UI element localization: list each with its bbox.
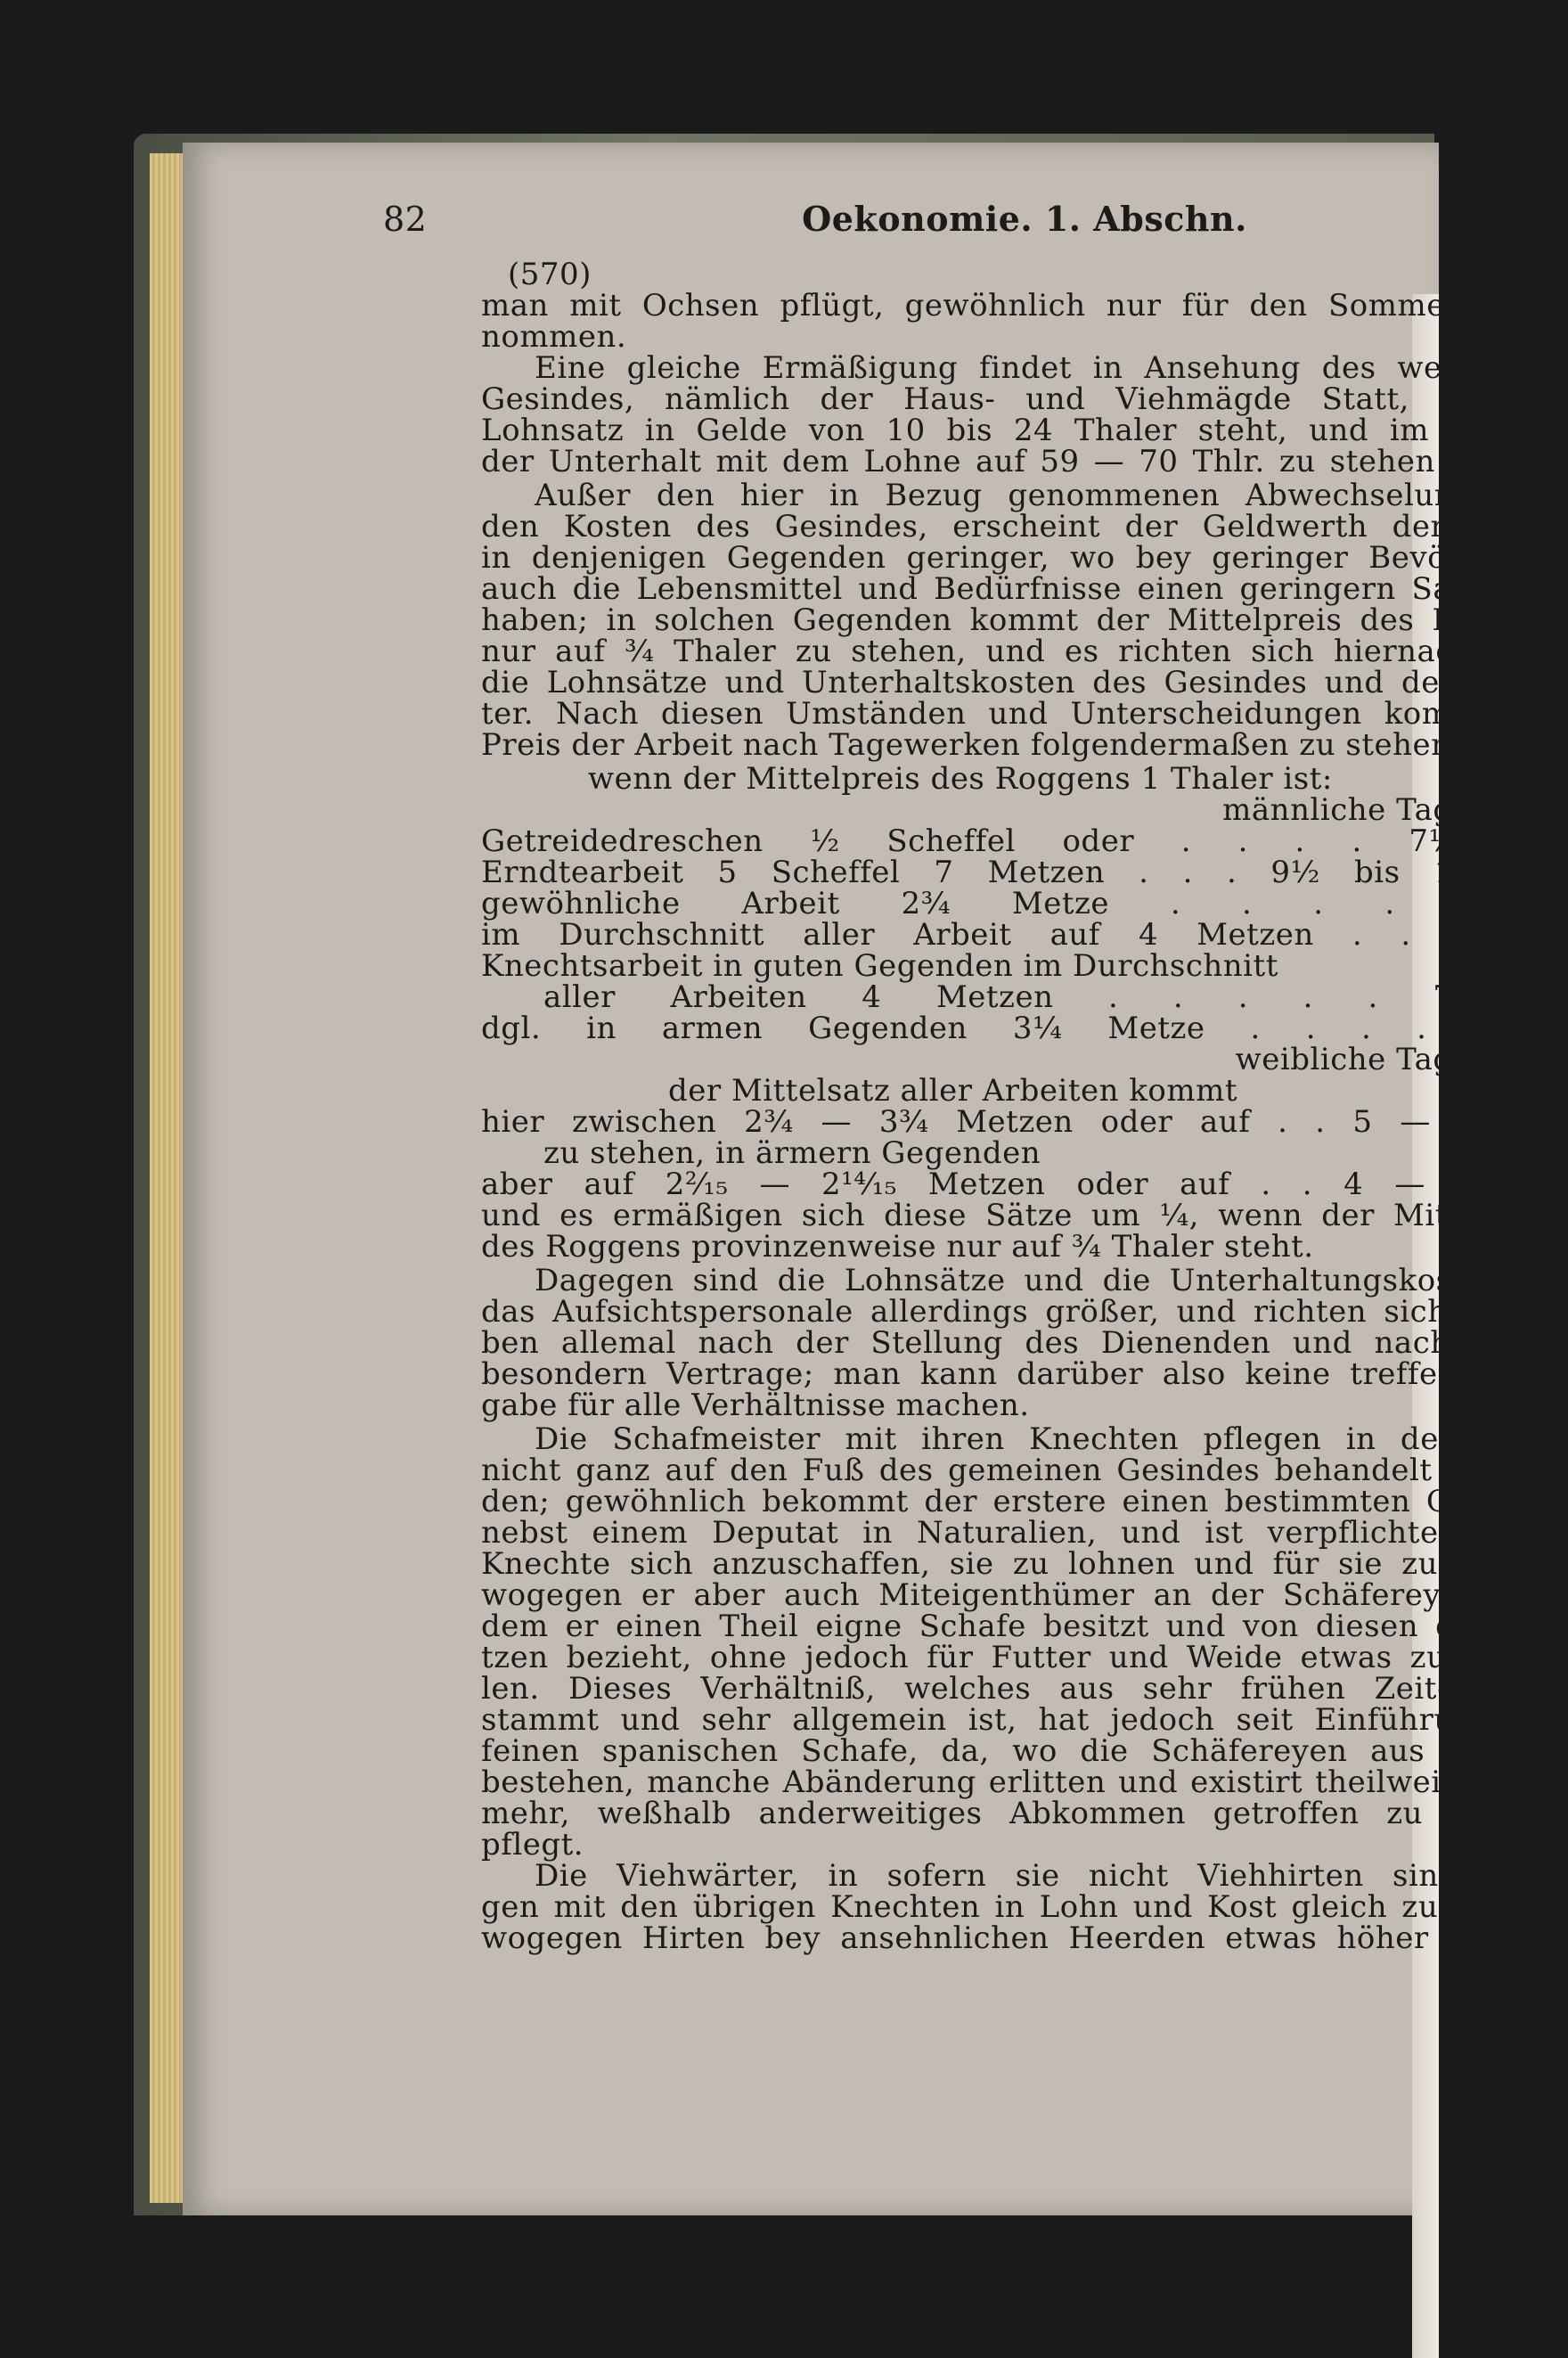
text-line: bestehen, manche Abänderung erlitten und existirt theilweise nicht [481,1764,1568,1800]
table-row: aller Arbeiten 4 Metzen . . . . . 7½ — [543,979,1568,1015]
text-line: len. Dieses Verhältniß, welches aus sehr frühen Zeiten her- [481,1671,1568,1707]
text-line: in denjenigen Gegenden geringer, wo bey geringer Bevölkerung [481,540,1568,576]
table-row: Knechtsarbeit in guten Gegenden im Durchschnitt [481,948,1278,984]
table-row: Erndtearbeit 5 Scheffel 7 Metzen . . . 9½ bis 13½ — [481,855,1568,890]
text-line: nebst einem Deputat in Naturalien, und ist verpflichtet, seine [481,1515,1568,1551]
text-line: Die Schafmeister mit ihren Knechten pflegen in der Regel [535,1421,1568,1457]
page-edges [150,153,185,2203]
text-line: Außer den hier in Bezug genommenen Abwechselungen in [535,478,1568,513]
text-line: feinen spanischen Schafe, da, wo die Schäfereyen aus solchen [481,1733,1568,1769]
text-line: Lohnsatz in Gelde von 10 bis 24 Thaler steht, und im Ganzen [481,413,1568,448]
text-line: ter. Nach diesen Umständen und Unterscheidungen kommt der [481,696,1568,732]
text-line: nur auf ¾ Thaler zu stehen, und es richten sich hiernach auch [481,634,1568,669]
text-line: Gesindes, nämlich der Haus- und Viehmägde Statt, wo der [481,381,1568,417]
table-row: der Mittelsatz aller Arbeiten kommt [668,1073,1238,1109]
table-heading-female: weibliche Tagewerke [1235,1042,1568,1077]
text-line: man mit Ochsen pflügt, gewöhnlich nur für den Sommer ange- [481,288,1568,323]
text-line: wenn der Mittelpreis des Roggens 1 Thaler ist: [588,761,1333,797]
page-number: 82 [383,200,428,239]
text-line: den Kosten des Gesindes, erscheint der Geldwerth der Arbeit [481,509,1568,544]
marginal-number: (570) [508,257,592,292]
text-line: die Lohnsätze und Unterhaltskosten des Gesindes und der Arbei- [481,665,1568,700]
text-line: Dagegen sind die Lohnsätze und die Unterhaltungskosten für [535,1263,1568,1298]
text-block [383,143,1568,2192]
text-line: haben; in solchen Gegenden kommt der Mittelpreis des Roggens [481,602,1568,638]
table-row: im Durchschnitt aller Arbeit auf 4 Metzen . . 7½ — [481,917,1568,953]
text-line: nicht ganz auf den Fuß des gemeinen Gesindes behandelt zu wer- [481,1453,1568,1488]
text-line: mehr, weßhalb anderweitiges Abkommen getroffen zu werden [481,1796,1568,1831]
table-heading-male: männliche Tagewerke [1222,792,1568,828]
running-title: Oekonomie. 1. Abschn. [802,199,1247,239]
table-row: dgl. in armen Gegenden 3¼ Metze . . . . 6 — [481,1011,1568,1046]
book-page [183,143,1568,2215]
text-line: gen mit den übrigen Knechten in Lohn und Kost gleich zu stehen, [481,1889,1568,1925]
text-line: Preis der Arbeit nach Tagewerken folgendermaßen zu stehen, [481,727,1461,763]
text-line: dem er einen Theil eigne Schafe besitzt und von diesen den Nu- [481,1609,1568,1644]
table-row: gewöhnliche Arbeit 2¾ Metze . . . . 5 — [481,886,1568,921]
text-line: wogegen Hirten bey ansehnlichen Heerden etwas höher gelohnt [481,1920,1568,1956]
text-line: stammt und sehr allgemein ist, hat jedoch seit Einführung der [481,1702,1568,1738]
text-line: der Unterhalt mit dem Lohne auf 59 — 70 Thlr. zu stehen kommt. [481,444,1568,479]
text-line: wogegen er aber auch Miteigenthümer an der Schäferey ist, in- [481,1577,1568,1613]
text-line: und es ermäßigen sich diese Sätze um ¼, wenn der Mittelpreis [481,1198,1568,1233]
text-line: ben allemal nach der Stellung des Dienenden und nach einem [481,1325,1568,1361]
text-line: Knechte sich anzuschaffen, sie zu lohnen und für sie zu haften, [481,1546,1568,1582]
text-line: Eine gleiche Ermäßigung findet in Ansehung des weiblichen [535,350,1568,386]
table-row: hier zwischen 2¾ — 3¾ Metzen oder auf . . 5 — 7 Sgr. [481,1104,1568,1140]
table-row: aber auf 2²⁄₁₅ — 2¹⁴⁄₁₅ Metzen oder auf . . 4 — 4½ — [481,1167,1568,1202]
text-line: des Roggens provinzenweise nur auf ¾ Thaler steht. [481,1229,1314,1265]
text-line: auch die Lebensmittel und Bedürfnisse einen geringern Sachpreis [481,571,1568,607]
text-line: gabe für alle Verhältnisse machen. [481,1388,1030,1423]
text-line: nommen. [481,319,627,355]
text-line: tzen bezieht, ohne jedoch für Futter und Weide etwas zu bezah- [481,1640,1568,1675]
text-line: besondern Vertrage; man kann darüber also keine treffende An- [481,1356,1568,1392]
table-row: zu stehen, in ärmern Gegenden [543,1135,1041,1171]
text-line: das Aufsichtspersonale allerdings größer, und richten sich diesel- [481,1294,1568,1330]
text-line: Die Viehwärter, in sofern sie nicht Viehhirten sind, pfle- [535,1858,1568,1894]
table-row: Getreidedreschen ½ Scheffel oder . . . . 7½ Sgr. [481,823,1568,859]
text-line: den; gewöhnlich bekommt der erstere einen bestimmten Geldlohn [481,1484,1568,1519]
text-line: pflegt. [481,1827,584,1863]
